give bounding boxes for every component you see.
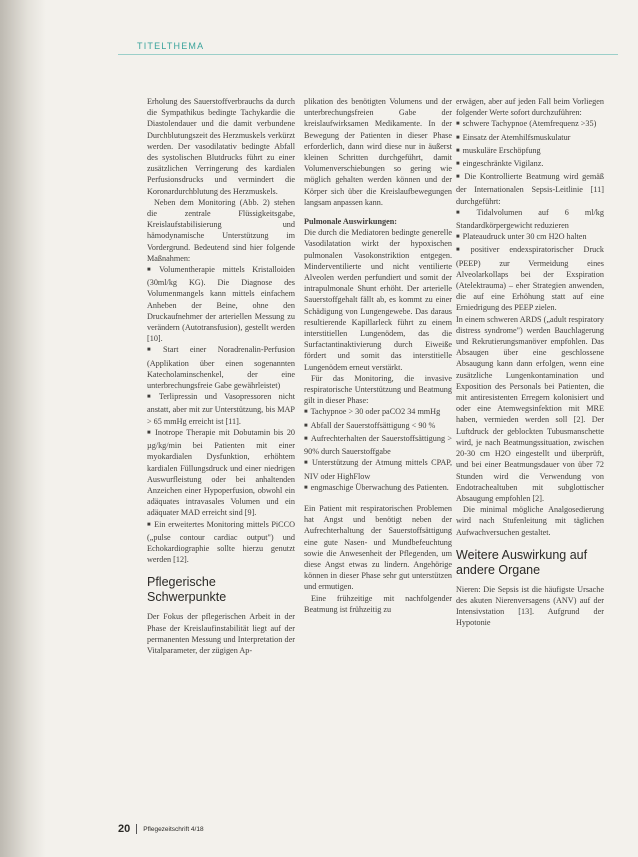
paragraph: erwägen, aber auf jeden Fall beim Vorliegen folgender Werte sofort durchzuführen: — [456, 97, 604, 118]
text-column-3 — [456, 96, 604, 629]
subheading-text: Pulmonale Auswirkungen: — [304, 217, 398, 227]
page-number: 20 — [118, 823, 131, 835]
binding-shadow — [0, 0, 46, 857]
footer-divider — [136, 824, 137, 834]
bullet-item: ■ Abfall der Sauerstoffsättigung < 90 % — [304, 420, 452, 433]
subheading — [304, 216, 452, 227]
bullet-item: ■ eingeschränkte Vigilanz. — [456, 158, 604, 171]
paragraph: Für das Monitoring, die invasive respiratorische Unterstützung und Beatmung gilt in dieser Phase: — [304, 373, 452, 406]
bullet-item: ■ schwere Tachypnoe (Atemfrequenz >35) — [456, 118, 604, 131]
section-heading: Weitere Auswirkung auf andere Organe — [456, 547, 588, 577]
paragraph: Erholung des Sauerstoffverbrauchs da durch die Sympathikus bedingte Tachykardie die Diastolendauer und die damit verbundene Durchblutungszeit des Herzmuskels verkürzt werden. Der vasodilatativ bedingte Abfall des systolischen Blutdrucks führt zu einer zusätzlichen Verringerung des kardialen Perfusionsdrucks und vermindert die Koronardurchblutung des Herzmuskels. — [147, 97, 295, 196]
page-footer — [118, 823, 204, 835]
paragraph: Der Fokus der pflegerischen Arbeit in der Phase der Kreislaufinstabilität liegt auf der permanenten Messung und Interpretation der Vitalparameter, der zügigen Ap- — [147, 612, 295, 655]
bullet-item: ■ Unterstützung der Atmung mittels CPAP, NIV oder HighFlow — [304, 457, 452, 481]
bullet-item: ■ Einsatz der Atemhilfsmuskulatur — [456, 132, 604, 145]
bullet-item: ■ positiver endexspiratorischer Druck (PEEP) zur Vermeidung eines Alveolarkollaps bei der Exspiration (Atelektrauma) – eher Strategien anwenden, die auf eine Erhöhung statt auf eine Erniedrigung des PEEP zielen. — [456, 244, 604, 313]
bullet-item: ■ Tachypnoe > 30 oder paCO2 34 mmHg — [304, 406, 452, 419]
section-heading: Pflegerische Schwerpunkte — [147, 575, 227, 605]
bullet-item: ■ engmaschige Überwachung des Patienten. — [304, 482, 452, 495]
bullet-item: ■ Inotrope Therapie mit Dobutamin bis 20 µg/kg/min bei Patienten mit einer myokardialen Dysfunktion, erhöhtem kardialen Füllungsdruck und einer niedrigen Auswurfleistung oder bei anhaltenden Anzeichen einer Hypoperfusion, obwohl ein adäquates intravasales Volumen und ein adäquater MAD erreicht sind [9]. — [147, 427, 295, 519]
paragraph: Nieren: Die Sepsis ist die häufigste Ursache des akuten Nierenversagens (ANV) auf der Intensivstation [13]. Aufgrund der Hypotonie — [456, 584, 604, 628]
bullet-item: ■ Ein erweitertes Monitoring mittels PiCCO („pulse contour cardiac output") und Echokardiographie sollte hierzu genutzt werden [12]. — [147, 519, 295, 566]
bullet-item: ■ Volumentherapie mittels Kristalloiden (30ml/kg KG). Die Diagnose des Volumenmangels kann mittels einfachem Anheben der Beine, ohne den Druckaufnehmer der arteriellen Messung zu verändern (Autotransfusion), gestellt werden [10]. — [147, 264, 295, 344]
bullet-item: ■ Plateaudruck unter 30 cm H2O halten — [456, 231, 604, 244]
paragraph: Neben dem Monitoring (Abb. 2) stehen die zentrale Flüssigkeitsgabe, Kreislaufstabilisierung und hämodynamische Unterstützung im Vordergrund. Bedeutend sind hier folgende Maßnahmen: — [147, 197, 295, 263]
text-column-2 — [304, 96, 452, 615]
magazine-name: Pflegezeitschrift 4/18 — [143, 825, 204, 833]
text-column-1 — [147, 96, 295, 656]
bullet-item: ■ Aufrechterhalten der Sauerstoffsättigung > 90% durch Sauerstoffgabe — [304, 433, 452, 457]
header-rule — [118, 54, 618, 55]
paragraph: Ein Patient mit respiratorischen Problemen hat Angst und benötigt neben der Aufrechterhaltung der Sauerstoffsättigung eine gute Nasen- und Mundbefeuchtung sowie die Anwesenheit der Pflegenden, um diese Angst etwas zu lindern. Angehörige können in dieser Phase sehr gut unterstützen und ermutigen. — [304, 503, 452, 592]
bullet-item: ■ Die Kontrollierte Beatmung wird gemäß der Internationalen Sepsis-Leitlinie [11] durchgeführt: — [456, 171, 604, 207]
paragraph: plikation des benötigten Volumens und der unterbrechungsfreien Gabe der kreislaufwirksamen Medikamente. In der Bewegung der Patienten in dieser Phase erforderlich, dann wird diese nur in äußerst kleinen Schritten durchgeführt, damit Volumenverschiebungen so gering wie möglich gehalten werden können und der Körper sich über die Kreislaufbewegungen langsam anpassen kann. — [304, 97, 452, 207]
bullet-item: ■ muskuläre Erschöpfung — [456, 145, 604, 158]
paragraph: Eine frühzeitige mit nachfolgender Beatmung ist frühzeitig zu — [304, 593, 452, 614]
bullet-item: ■ Start einer Noradrenalin-Perfusion (Applikation über einen sogenannten Katecholaminschenkel, der eine unterbrechungsfreie Gabe gewährleistet) — [147, 344, 295, 391]
bullet-item: ■ Terlipressin und Vasopressoren nicht anstatt, aber mit zur Unterstützung, bis MAP > 65 mmHg erreicht ist [11]. — [147, 391, 295, 427]
paragraph: In einem schweren ARDS („adult respiratory distress syndrome") werden Bauchlagerung und Rekrutierungsmanöver empfohlen. Das Absaugen über eine geschlossene Absaugung kann dann erfolgen, wenn eine zusätzliche Lungenkontamination und Exposition des Personals bei Patienten, die mit antiresistenten Erregern kolonisiert und oder eine Atemwegsinfektion mit MRE haben, vermieden werden soll [2]. Der Luftdruck der geblockten Tubusmanschette wird, je nach Beatmungssituation, zwischen 20-30 cm H2O eingestellt und überprüft, und bei einer Beatmungsdauer von über 72 Stunden wird die Verwendung von Endotrachealtuben mit subglottischer Absaugung empfohlen [2]. — [456, 314, 604, 503]
paragraph: Die durch die Mediatoren bedingte generelle Vasodilatation wirkt der hypoxischen pulmonalen Vasokonstriktion entgegen. Minderventilierte und nicht ventilierte Alveolen werden perfundiert und somit der intrapulmonale Shunt erhöht. Der arterielle Sauerstoffgehalt fällt ab, es kommt zu einer Schädigung von Lungengewebe. Das daraus resultierende Kapillarleck führt zu einem interstitiellen Lungenödem, das die Surfactantinaktivierung durch Eiweiße fördert und somit das interstitielle Lungenödem erneut verstärkt. — [304, 228, 452, 372]
bullet-item: ■ Tidalvolumen auf 6 ml/kg Standardkörpergewicht reduzieren — [456, 207, 604, 231]
paragraph: Die minimal mögliche Analgosedierung wird nach Stufenleitung mit täglichen Aufwachversuchen gestaltet. — [456, 505, 604, 537]
section-label: TITELTHEMA — [137, 41, 205, 51]
